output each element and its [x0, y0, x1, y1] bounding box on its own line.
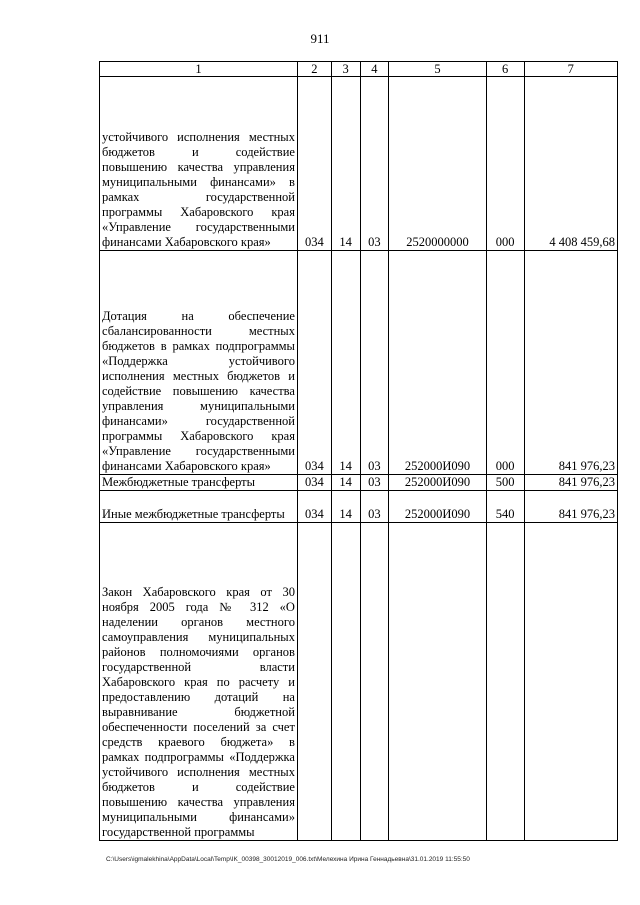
row-amount: 841 976,23 — [524, 475, 617, 491]
header-row — [100, 62, 618, 77]
row-target-article: 2520000000 — [389, 77, 486, 251]
row-subsection: 03 — [360, 251, 389, 475]
row-section: 14 — [331, 77, 360, 251]
row-admin-code: 034 — [297, 77, 331, 251]
row-name: Иные межбюджетные трансферты — [100, 491, 298, 523]
table-row — [100, 491, 618, 523]
budget-table — [99, 61, 618, 841]
row-name: Дотация на обеспечение сбалансированности местных бюджетов в рамках подпрограммы «Поддержка устойчивого исполнения местных бюджетов и содействие повышению качества управления муниципальными финансами» государственной программы Хабаровского края «Управление государственными финансами Хабаровского края» — [100, 251, 298, 475]
row-subsection — [360, 523, 389, 841]
page-number: 911 — [310, 31, 330, 46]
row-amount: 841 976,23 — [524, 251, 617, 475]
row-subsection: 03 — [360, 475, 389, 491]
header-col-3: 3 — [331, 62, 360, 77]
header-col-7: 7 — [524, 62, 617, 77]
row-admin-code: 034 — [297, 491, 331, 523]
table-row — [100, 77, 618, 251]
row-expense-type: 000 — [486, 77, 524, 251]
row-target-article — [389, 523, 486, 841]
table-row — [100, 523, 618, 841]
file-path-footer: C:\Users\igmalekhina\AppData\Local\Temp\IK_00398_30012019_006.txt\Мелехина Ирина Геннадьевна\31.01.2019 11:55:50 — [106, 856, 470, 863]
row-admin-code — [297, 523, 331, 841]
row-target-article: 252000И090 — [389, 491, 486, 523]
row-admin-code: 034 — [297, 251, 331, 475]
row-amount: 841 976,23 — [524, 491, 617, 523]
row-section: 14 — [331, 251, 360, 475]
row-amount: 4 408 459,68 — [524, 77, 617, 251]
row-subsection: 03 — [360, 491, 389, 523]
row-expense-type: 000 — [486, 251, 524, 475]
header-col-4: 4 — [360, 62, 389, 77]
header-col-5: 5 — [389, 62, 486, 77]
header-col-6: 6 — [486, 62, 524, 77]
row-expense-type: 500 — [486, 475, 524, 491]
row-target-article: 252000И090 — [389, 475, 486, 491]
table-row — [100, 251, 618, 475]
row-target-article: 252000И090 — [389, 251, 486, 475]
row-section: 14 — [331, 475, 360, 491]
header-col-2: 2 — [297, 62, 331, 77]
header-col-1: 1 — [100, 62, 298, 77]
row-expense-type: 540 — [486, 491, 524, 523]
row-amount — [524, 523, 617, 841]
row-name: Межбюджетные трансферты — [100, 475, 298, 491]
row-admin-code: 034 — [297, 475, 331, 491]
row-expense-type — [486, 523, 524, 841]
row-section: 14 — [331, 491, 360, 523]
row-name: Закон Хабаровского края от 30 ноября 2005 года № 312 «О наделении органов местного самоуправления муниципальных районов полномочиями органов государственной власти Хабаровского края по расчету и предоставлению дотаций на выравнивание бюджетной обеспеченности поселений за счет средств краевого бюджета» в рамках подпрограммы «Поддержка устойчивого исполнения местных бюджетов и содействие повышению качества управления муниципальными финансами» государственной программы — [100, 523, 298, 841]
table-row — [100, 475, 618, 491]
row-name: устойчивого исполнения местных бюджетов и содействие повышению качества управления муниципальными финансами» в рамках государственной программы Хабаровского края «Управление государственными финансами Хабаровского края» — [100, 77, 298, 251]
row-subsection: 03 — [360, 77, 389, 251]
row-section — [331, 523, 360, 841]
